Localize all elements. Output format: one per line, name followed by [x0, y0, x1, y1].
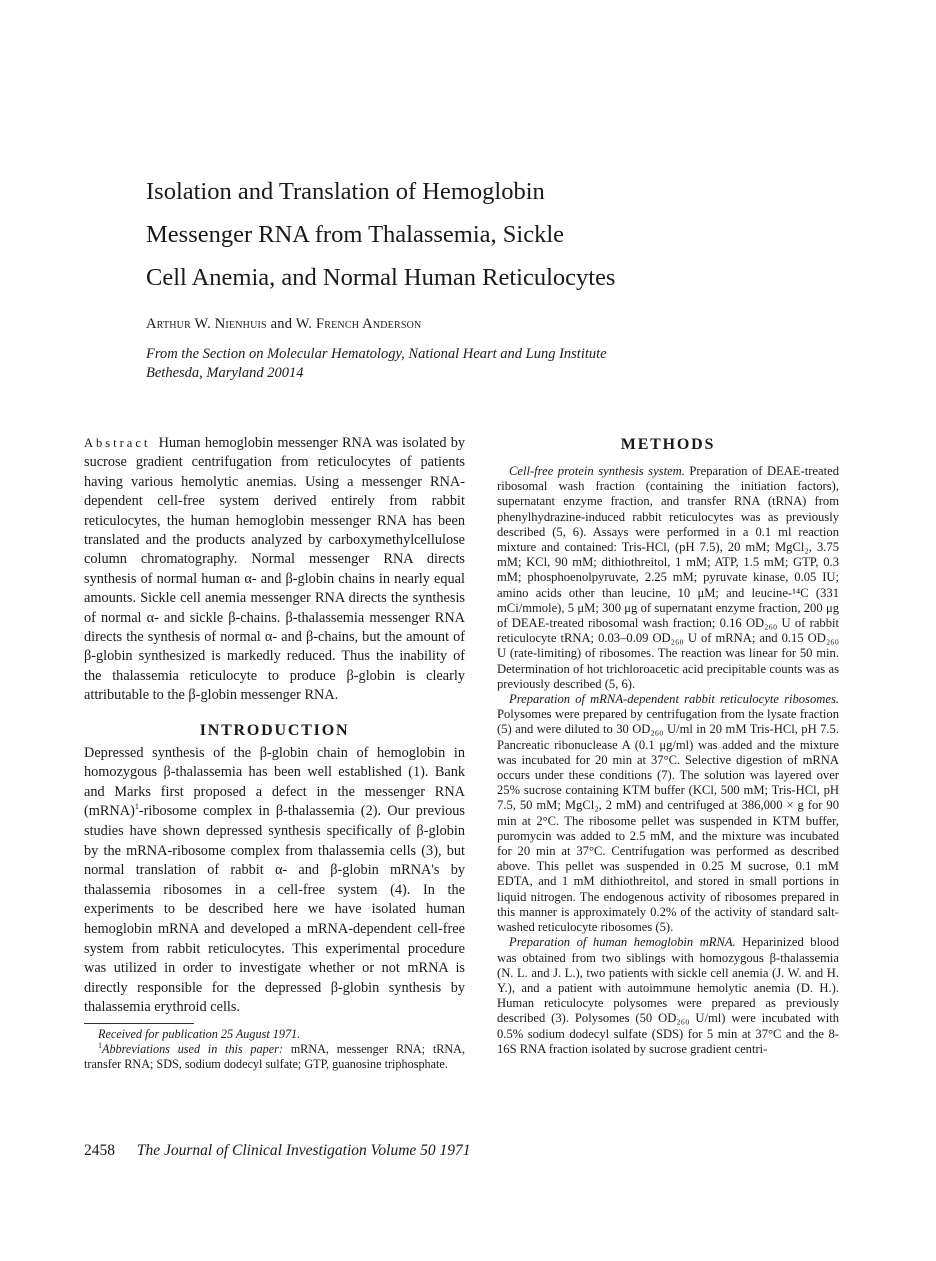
- author-1-middle: W. N: [190, 316, 226, 332]
- journal-year: 1971: [439, 1142, 471, 1159]
- affiliation: [146, 345, 846, 383]
- methods-subhead-3: Preparation of human hemoglobin mRNA.: [509, 935, 736, 950]
- abbreviations-footnote: [84, 1042, 465, 1072]
- abbreviations-label: Abbreviations used in this paper:: [102, 1042, 283, 1056]
- methods-text-3: Heparinized blood was obtained from two siblings with homozygous β-thalassemia (N. L. and J. L.), two patients with sickle cell anemia (J. W. and H. Y.), and a patient with autoimmune hemolytic anemia (D. H.). Human reticulocyte polysomes were prepared as previously described (3). Polysomes (50 OD₂₆₀ U/ml) were incubated with 0.5% sodium dodecyl sulfate (SDS) for 5 min at 37°C and the 8-16S RNA fraction isolated by sucrose gradient centri-: [497, 935, 839, 1056]
- methods-paragraph-2: [497, 692, 839, 935]
- methods-subhead-1: Cell-free protein synthesis system.: [509, 464, 685, 478]
- page-number: 2458: [84, 1142, 115, 1159]
- page-footer: [84, 1142, 844, 1160]
- journal-name: The Journal of Clinical Investigation: [136, 1142, 367, 1159]
- methods-text-2: Polysomes were prepared by centrifugation from the lysate fraction (5) and were diluted to 30 OD₂₆₀ U/ml in 20 mM Tris-HCl, pH 7.5. Pancreatic ribonuclease A (0.1 μg/ml) was added and the mixture was incubated for 20 min at 37°C. Selective digestion of mRNA occurs under these conditions (7). The solution was layered over 25% sucrose containing KTM buffer (KCl, 500 mM; Tris-HCl, pH 7.5, 50 mM; MgCl₂, 2 mM) and centrifuged at 386,000 × g for 90 min at 2°C. The ribosome pellet was suspended in KTM buffer, puromycin was added to 2.5 mM, and the mixture was incubated for 20 min at 37°C. Centrifugation was performed as described above. This pellet was suspended in 0.25 M sucrose, 0.1 mM EDTA, and 1 mM dithiothreitol, and stored in small portions in liquid nitrogen. The endogenous activity of ribosomes prepared in this manner is approximately 0.2% of the activity of standard salt-washed reticulocyte ribosomes (5).: [497, 707, 839, 935]
- introduction-heading: INTRODUCTION: [199, 721, 350, 739]
- author-2-last: nderson: [372, 316, 422, 332]
- methods-heading: METHODS: [620, 436, 716, 453]
- right-column: [497, 434, 839, 1057]
- journal-volume: Volume 50: [370, 1142, 436, 1159]
- title-line-2: Messenger RNA from Thalassemia, Sickle: [146, 221, 565, 248]
- footnotes: [84, 1027, 465, 1072]
- affiliation-line-2: Bethesda, Maryland 20014: [146, 365, 304, 381]
- author-conjunction: and W. F: [266, 316, 325, 332]
- affiliation-line-1: From the Section on Molecular Hematology, National Heart and Lung Institute: [146, 346, 607, 362]
- abstract: [84, 434, 465, 706]
- author-line: [146, 316, 846, 333]
- author-2-first: rench: [324, 316, 360, 332]
- author-1-first: rthur: [156, 316, 191, 332]
- introduction-text-b: -ribosome complex in β-thalassemia (2). Our previous studies have shown depressed synthesis specifically of β-globin by the mRNA-ribosome complex from thalassemia cells (3), but normal translation of rabbit α- and β-globin mRNA's by thalassemia ribosomes in a cell-free system (4). In the experiments to be described here we have isolated human hemoglobin mRNA and developed a mRNA-dependent cell-free system from rabbit reticulocytes. This experimental procedure was utilized in order to investigate whether or not mRNA is directly responsible for the depressed β-globin synthesis by thalassemia erythroid cells.: [84, 803, 465, 1016]
- introduction-text-a: Depressed synthesis of the β-globin chain of hemoglobin in homozygous β-thalassemia has been well established (1). Bank and Marks first proposed a defect in the messenger RNA (mRNA): [84, 744, 465, 820]
- introduction-text: [84, 744, 465, 1018]
- abstract-label: Abstract: [84, 436, 151, 450]
- footnote-rule: [84, 1023, 194, 1024]
- author-1-last: ienhuis: [225, 316, 267, 332]
- left-column: [84, 434, 465, 1072]
- methods-subhead-2: Preparation of mRNA-dependent rabbit reticulocyte ribosomes.: [509, 692, 839, 707]
- received-date: Received for publication 25 August 1971.: [98, 1027, 301, 1041]
- article-title: [146, 170, 846, 299]
- author-1-initial: A: [146, 316, 157, 332]
- author-2-middle: A: [359, 316, 373, 332]
- title-line-1: Isolation and Translation of Hemoglobin: [146, 178, 545, 205]
- abbreviations-text: mRNA, messenger RNA; tRNA, transfer RNA; SDS, sodium dodecyl sulfate; GTP, guanosine triphosphate.: [84, 1042, 465, 1071]
- abstract-text: Human hemoglobin messenger RNA was isolated by sucrose gradient centrifugation from reticulocytes of patients having various hemolytic anemias. Using a messenger RNA-dependent cell-free system derived entirely from rabbit reticulocytes, the human hemoglobin messenger RNA has been translated and the products analyzed by carboxymethylcellulose column chromatography. Normal messenger RNA directs synthesis of normal human α- and β-globin chains in nearly equal amounts. Sickle cell anemia messenger RNA directs the synthesis of normal α- and sickle β-chains. β-thalassemia messenger RNA directs the synthesis of normal α- and β-chains, but the amount of β-globin synthesized is markedly reduced. Thus the inability of the thalassemia reticulocyte to produce β-globin is clearly attributable to the β-globin messenger RNA.: [84, 435, 465, 704]
- introduction-section: [84, 718, 465, 1018]
- methods-section: [497, 464, 839, 1057]
- methods-text-1: Preparation of DEAE-treated ribosomal wash fraction (containing the initiation factors), supernatant enzyme fraction, and transfer RNA (tRNA) from phenylhydrazine-induced rabbit reticulocytes was as previously described (5, 6). Assays were performed in a 0.1 ml reaction mixture and contained: Tris-HCl, (pH 7.5), 20 mM; MgCl₂, 3.75 mM; KCl, 90 mM; dithiothreitol, 1 mM; ATP, 1.5 mM; GTP, 0.3 mM; phosphoenolpyruvate, 2.25 mM; pyruvate kinase, 0.05 IU; amino acids other than leucine, 10 μM; and leucine-¹⁴C (331 mCi/mmole), 5 μM; 300 μg of supernatant enzyme fraction, 200 μg of DEAE-treated ribosomal wash fraction; 0.16 OD₂₆₀ U of rabbit reticulocyte tRNA; 0.03–0.09 OD₂₆₀ U of mRNA; and 0.15 OD₂₆₀ U (rate-limiting) of ribosomes. The reaction was linear for 50 min. Determination of hot trichloroacetic acid precipitable counts was as previously described (5, 6).: [497, 464, 839, 691]
- footnote-ref: 1: [134, 802, 139, 812]
- methods-paragraph-1: [497, 464, 839, 692]
- title-line-3: Cell Anemia, and Normal Human Reticulocytes: [146, 264, 616, 291]
- methods-paragraph-3: [497, 935, 839, 1057]
- abbreviations-sup: 1: [98, 1040, 102, 1050]
